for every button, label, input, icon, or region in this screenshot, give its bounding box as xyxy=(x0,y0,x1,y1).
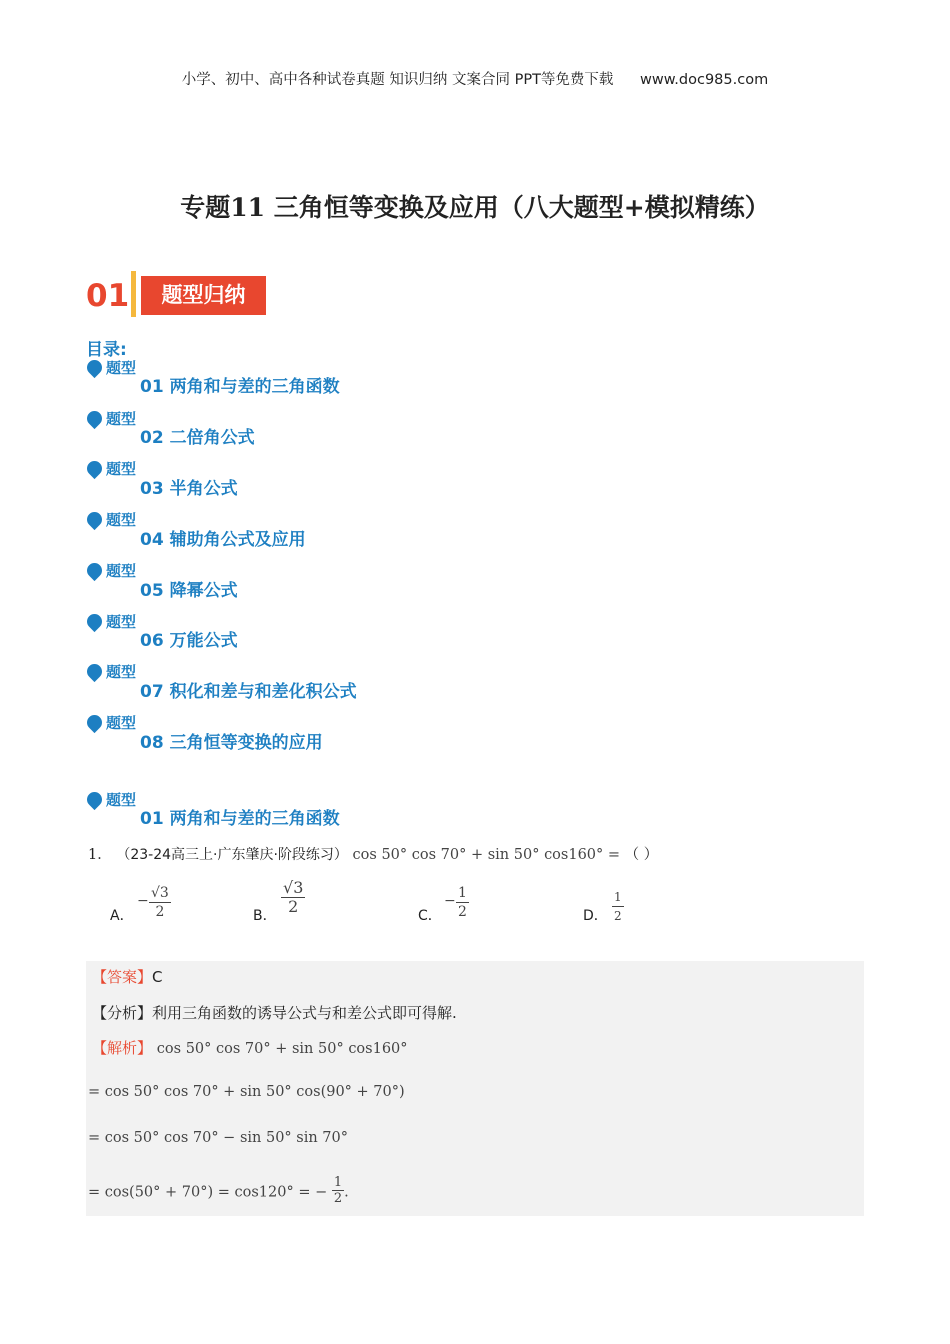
section-label: 题型归纳 xyxy=(141,276,266,315)
detail-label: 【解析】 xyxy=(92,1039,153,1057)
option-letter: B． xyxy=(253,908,277,924)
toc-item-label[interactable]: 02 二倍角公式 xyxy=(140,428,255,448)
location-pin-icon xyxy=(84,357,105,378)
topic-label: 01 两角和与差的三角函数 xyxy=(140,809,340,829)
solution-end-mark: . xyxy=(344,1184,349,1201)
option-sign: − xyxy=(137,893,149,909)
option-letter: D． xyxy=(583,908,608,924)
header-text: 小学、初中、高中各种试卷真题 知识归纳 文案合同 PPT等免费下载 xyxy=(181,72,614,88)
solution-fraction xyxy=(332,1175,344,1206)
option-numerator: 1 xyxy=(612,888,624,907)
location-pin-icon xyxy=(84,560,105,581)
page-header xyxy=(0,68,950,89)
solution-panel xyxy=(86,961,864,1216)
option-numerator: 1 xyxy=(458,885,467,901)
solution-fraction-den: 2 xyxy=(333,1191,343,1206)
toc-tag: 题型 xyxy=(106,359,137,377)
toc-item-label[interactable]: 07 积化和差与和差化积公式 xyxy=(140,682,357,702)
toc-heading: 目录: xyxy=(86,340,127,360)
solution-final-line xyxy=(88,1177,349,1208)
analysis-line xyxy=(92,1002,457,1023)
location-pin-icon xyxy=(84,789,105,810)
header-site-link[interactable]: www.doc985.com xyxy=(640,72,769,88)
toc-item-label[interactable]: 04 辅助角公式及应用 xyxy=(140,530,306,550)
section-number: 01 xyxy=(86,278,130,314)
topic-tag: 题型 xyxy=(106,791,137,809)
location-pin-icon xyxy=(84,712,105,733)
solution-step: cos 50° cos 70° + sin 50° cos160° xyxy=(156,1041,408,1057)
toc-item-label[interactable]: 03 半角公式 xyxy=(140,479,238,499)
option-denominator: 2 xyxy=(155,904,165,920)
solution-step: = cos(50° + 70°) = cos120° = − xyxy=(88,1184,328,1201)
toc-item-label[interactable]: 06 万能公式 xyxy=(140,631,238,651)
toc-tag: 题型 xyxy=(106,562,137,580)
analysis-label: 【分析】 xyxy=(92,1004,153,1022)
toc-tag: 题型 xyxy=(106,714,137,732)
location-pin-icon xyxy=(84,661,105,682)
page-title: 专题11 三角恒等变换及应用（八大题型+模拟精练） xyxy=(180,193,770,222)
toc-tag: 题型 xyxy=(106,511,137,529)
section-divider xyxy=(131,271,136,317)
question-number: 1． xyxy=(88,847,112,863)
toc-tag: 题型 xyxy=(106,460,137,478)
location-pin-icon xyxy=(84,458,105,479)
solution-fraction-num: 1 xyxy=(333,1175,343,1190)
question-expression: cos 50° cos 70° + sin 50° cos160° = xyxy=(352,847,621,863)
option-fraction xyxy=(612,888,624,925)
option-sign: − xyxy=(444,893,456,909)
option-letter: A． xyxy=(110,908,134,924)
toc-item-label[interactable]: 01 两角和与差的三角函数 xyxy=(140,377,340,397)
answer-value: C xyxy=(152,968,163,986)
option-denominator: 2 xyxy=(288,897,299,916)
option-denominator: 2 xyxy=(614,909,622,923)
toc-tag: 题型 xyxy=(106,410,137,428)
location-pin-icon xyxy=(84,408,105,429)
option-numerator: √3 xyxy=(151,885,169,901)
question-source: （23-24高三上·广东肇庆·阶段练习） xyxy=(116,847,348,863)
toc-item-label[interactable]: 05 降幂公式 xyxy=(140,581,238,601)
location-pin-icon xyxy=(84,509,105,530)
question-stem xyxy=(88,843,658,864)
analysis-text: 利用三角函数的诱导公式与和差公式即可得解. xyxy=(152,1004,457,1022)
option-fraction xyxy=(281,879,305,916)
option-numerator: √3 xyxy=(283,878,304,897)
option-letter: C． xyxy=(418,908,442,924)
option-fraction xyxy=(444,884,469,921)
option-fraction xyxy=(137,884,171,921)
toc-item-label[interactable]: 08 三角恒等变换的应用 xyxy=(140,733,323,753)
answer-label: 【答案】 xyxy=(92,968,153,986)
toc-tag: 题型 xyxy=(106,663,137,681)
option-denominator: 2 xyxy=(458,904,467,920)
question-blank: （ ） xyxy=(624,847,659,863)
toc-tag: 题型 xyxy=(106,613,137,631)
solution-step: = cos 50° cos 70° − sin 50° sin 70° xyxy=(88,1130,349,1146)
location-pin-icon xyxy=(84,611,105,632)
detail-line xyxy=(92,1037,408,1058)
solution-step: = cos 50° cos 70° + sin 50° cos(90° + 70°) xyxy=(88,1084,405,1100)
answer-line xyxy=(92,966,163,987)
